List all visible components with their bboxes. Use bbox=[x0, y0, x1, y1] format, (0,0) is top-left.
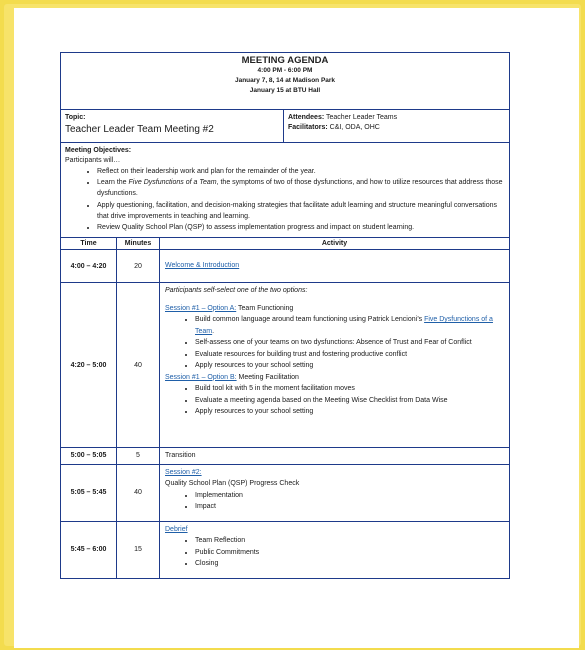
table-row bbox=[61, 448, 510, 465]
list-item: • Build tool kit with 5 in the moment facilitation moves bbox=[195, 383, 504, 395]
list-item: • Implementation bbox=[195, 490, 504, 502]
session-1a-link[interactable]: Session #1 – Option A: bbox=[165, 304, 237, 312]
list-item: • Self-assess one of your teams on two dysfunctions: Absence of Trust and Fear of Conflict bbox=[195, 337, 504, 349]
session-2-list bbox=[165, 490, 504, 513]
agenda-header bbox=[61, 53, 510, 110]
row-minutes: 20 bbox=[117, 250, 160, 283]
row-time: 4:20 – 5:00 bbox=[61, 283, 117, 448]
row-activity bbox=[160, 283, 510, 448]
row-time: 5:45 – 6:00 bbox=[61, 521, 117, 578]
debrief-link[interactable]: Debrief bbox=[165, 525, 188, 533]
topic-name: Teacher Leader Team Meeting #2 bbox=[65, 124, 214, 135]
session-2-line: Quality School Plan (QSP) Progress Check bbox=[165, 480, 300, 487]
meeting-time: 4:00 PM - 6:00 PM bbox=[257, 67, 313, 74]
session-1a-heading: Session #1 – Option A: Team Functioning bbox=[165, 304, 294, 312]
objectives-label: Meeting Objectives: bbox=[65, 147, 132, 154]
five-dysfunctions-link[interactable]: Five Dysfunctions of a Team bbox=[195, 316, 493, 335]
options-intro: Participants self-select one of the two options: bbox=[165, 287, 308, 294]
session-2-link[interactable]: Session #2: bbox=[165, 468, 202, 476]
row-activity bbox=[160, 464, 510, 521]
list-item: • Evaluate resources for building trust and fostering productive conflict bbox=[195, 349, 504, 361]
list-item: • Impact bbox=[195, 501, 504, 513]
list-item: • Closing bbox=[195, 558, 504, 570]
table-row bbox=[61, 250, 510, 283]
session-1b-list bbox=[165, 383, 504, 418]
session-1a-list bbox=[165, 314, 504, 372]
row-minutes: 40 bbox=[117, 464, 160, 521]
objectives-cell bbox=[61, 143, 510, 238]
row-minutes: 15 bbox=[117, 521, 160, 578]
list-item: • Reflect on their leadership work and plan for the remainder of the year. bbox=[97, 166, 505, 177]
session-1b-heading: Session #1 – Option B: Meeting Facilitation bbox=[165, 373, 299, 381]
page-title: MEETING AGENDA bbox=[241, 55, 329, 66]
row-time: 4:00 – 4:20 bbox=[61, 250, 117, 283]
meeting-dates-1: January 7, 8, 14 at Madison Park bbox=[234, 77, 336, 84]
topic-label: Topic: bbox=[65, 114, 86, 121]
row-activity bbox=[160, 521, 510, 578]
facilitators-label: Facilitators: bbox=[288, 124, 328, 131]
list-item: • Public Commitments bbox=[195, 547, 504, 559]
column-headers bbox=[61, 238, 510, 250]
objectives-intro: Participants will… bbox=[65, 157, 121, 164]
row-activity bbox=[160, 250, 510, 283]
welcome-link[interactable]: Welcome & Introduction bbox=[165, 262, 240, 270]
list-item: • Apply resources to your school setting bbox=[195, 360, 504, 372]
col-header-time: Time bbox=[61, 238, 117, 250]
col-header-minutes: Minutes bbox=[117, 238, 160, 250]
session-1b-link[interactable]: Session #1 – Option B: bbox=[165, 373, 237, 381]
list-item: • Review Quality School Plan (QSP) to assess implementation progress and impact on student learning. bbox=[97, 222, 505, 233]
list-item: • Apply questioning, facilitation, and decision-making strategies that facilitate adult learning and structure meaningful conversations that drive improvements in teaching and learning. bbox=[97, 200, 505, 222]
table-row bbox=[61, 283, 510, 448]
list-item: • Apply resources to your school setting bbox=[195, 406, 504, 418]
list-item: • Evaluate a meeting agenda based on the Meeting Wise Checklist from Data Wise bbox=[195, 395, 504, 407]
attendees-value: Teacher Leader Teams bbox=[326, 114, 398, 121]
attendees-cell bbox=[284, 110, 510, 143]
attendees-label: Attendees: bbox=[288, 114, 325, 121]
row-minutes: 5 bbox=[117, 448, 160, 465]
table-row bbox=[61, 464, 510, 521]
topic-cell bbox=[61, 110, 284, 143]
list-item: • Team Reflection bbox=[195, 535, 504, 547]
list-item: • Build common language around team functioning using Patrick Lencioni’s Five Dysfunctions of a Team. bbox=[195, 314, 504, 337]
row-minutes: 40 bbox=[117, 283, 160, 448]
facilitators-value: C&I, ODA, OHC bbox=[329, 124, 380, 131]
meeting-dates-2: January 15 at BTU Hall bbox=[249, 87, 321, 94]
objectives-list bbox=[65, 166, 505, 233]
debrief-list bbox=[165, 535, 504, 570]
row-time: 5:00 – 5:05 bbox=[61, 448, 117, 465]
row-time: 5:05 – 5:45 bbox=[61, 464, 117, 521]
table-row bbox=[61, 521, 510, 578]
agenda-table bbox=[60, 52, 510, 579]
col-header-activity: Activity bbox=[160, 238, 510, 250]
list-item: • Learn the Five Dysfunctions of a Team, the symptoms of two of those dysfunctions, and how to utilize resources that address those dysfunctions. bbox=[97, 177, 505, 199]
row-activity: Transition bbox=[160, 448, 510, 465]
